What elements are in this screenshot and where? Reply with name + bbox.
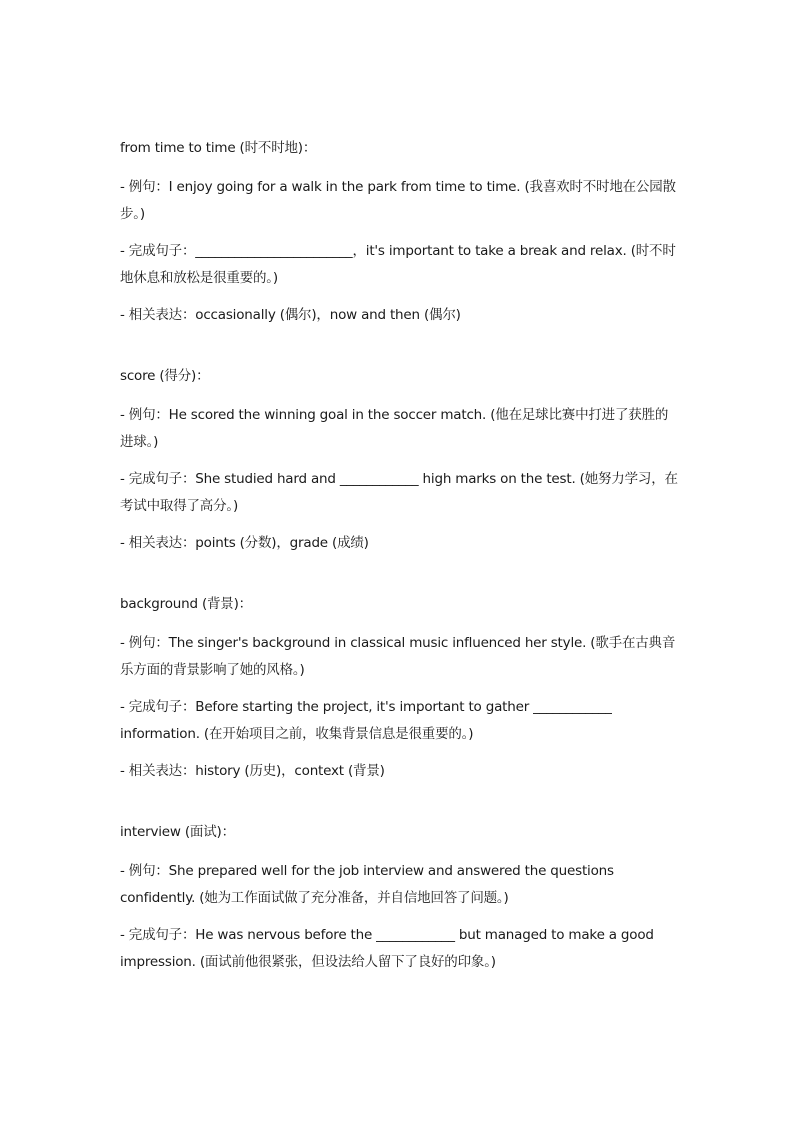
vocab-section-interview bbox=[120, 822, 680, 976]
completion-exercise: - 完成句子：He was nervous before the ____________ but managed to make a good impression. (面试前他很紧张，但设法给人留下了良好的印象。) bbox=[120, 927, 654, 970]
vocab-heading: from time to time (时不时地)： bbox=[120, 140, 317, 156]
completion-exercise: - 完成句子：________________________，it's important to take a break and relax. (时不时地休息和放松是很重要的。) bbox=[120, 243, 676, 286]
example-sentence: - 例句：The singer's background in classical music influenced her style. (歌手在古典音乐方面的背景影响了她的风格。) bbox=[120, 635, 676, 678]
vocab-section-score bbox=[120, 366, 680, 557]
completion-exercise: - 完成句子：Before starting the project, it's important to gather ____________ information. (在开始项目之前，收集背景信息是很重要的。) bbox=[120, 699, 612, 742]
example-sentence: - 例句：I enjoy going for a walk in the park from time to time. (我喜欢时不时地在公园散步。) bbox=[120, 179, 676, 222]
related-expressions: - 相关表达：history (历史)，context (背景) bbox=[120, 763, 385, 779]
vocab-section-background bbox=[120, 594, 680, 785]
related-expressions: - 相关表达：points (分数)，grade (成绩) bbox=[120, 535, 369, 551]
related-expressions: - 相关表达：occasionally (偶尔)，now and then (偶尔) bbox=[120, 307, 461, 323]
document-page bbox=[120, 138, 680, 976]
example-sentence: - 例句：He scored the winning goal in the soccer match. (他在足球比赛中打进了获胜的进球。) bbox=[120, 407, 669, 450]
example-sentence: - 例句：She prepared well for the job interview and answered the questions confidently. (她为工作面试做了充分准备，并自信地回答了问题。) bbox=[120, 863, 614, 906]
completion-exercise: - 完成句子：She studied hard and ____________ high marks on the test. (她努力学习，在考试中取得了高分。) bbox=[120, 471, 678, 514]
vocab-heading: score (得分)： bbox=[120, 368, 210, 384]
vocab-heading: interview (面试)： bbox=[120, 824, 235, 840]
vocab-section-from-time-to-time bbox=[120, 138, 680, 329]
vocab-heading: background (背景)： bbox=[120, 596, 252, 612]
